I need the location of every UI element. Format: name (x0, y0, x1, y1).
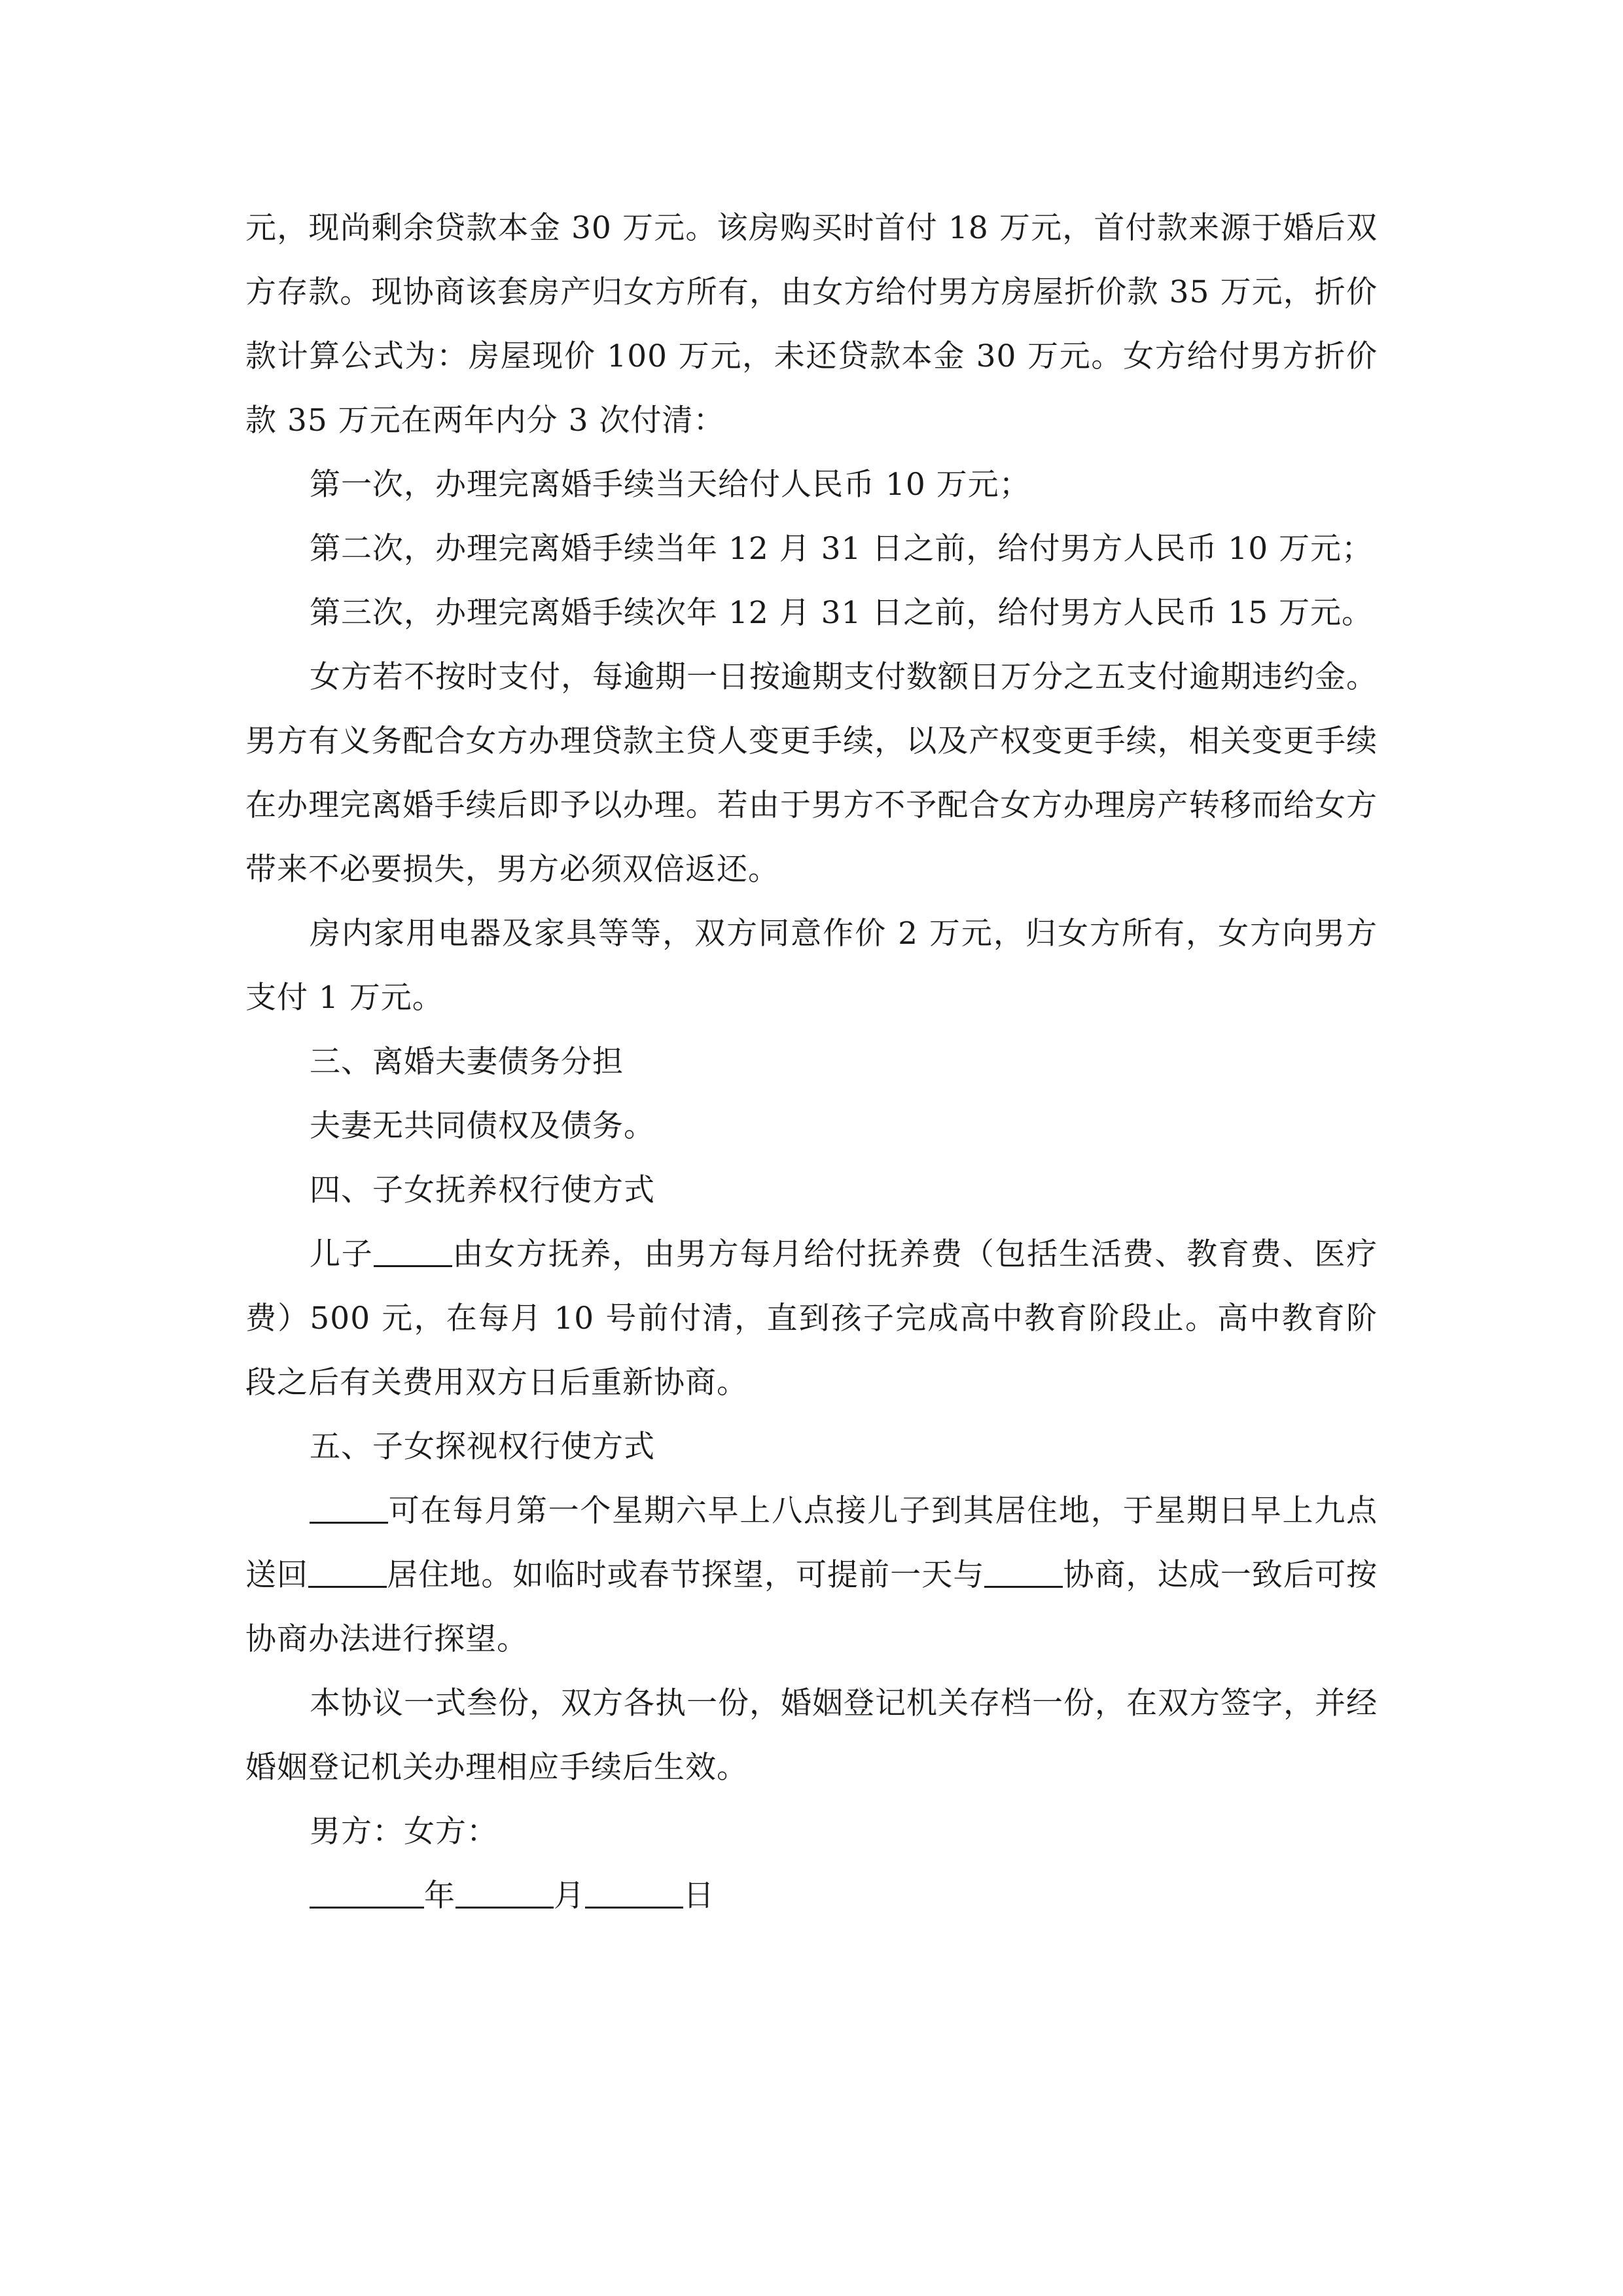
year-blank (310, 1880, 424, 1909)
signature-line: 男方：女方： (310, 1814, 498, 1850)
paragraph-visitation (245, 1479, 1378, 1672)
visitor-name-blank (310, 1496, 388, 1524)
date-month-label: 月 (554, 1878, 585, 1914)
paragraph-house-settlement: 元，现尚剩余贷款本金 30 万元。该房购买时首付 18 万元，首付款来源于婚后双方存款。现协商该套房产归女方所有，由女方给付男方房屋折价款 35 万元，折价款计算公式为：房屋现价 100 万元，未还贷款本金 30 万元。女方给付男方折价款 35 万元在两年内分 3 次付清： (245, 210, 1378, 439)
paragraph-first-payment: 第一次，办理完离婚手续当天给付人民币 10 万元； (310, 467, 1031, 503)
paragraph-appliances: 房内家用电器及家具等等，双方同意作价 2 万元，归女方所有，女方向男方支付 1 万元。 (245, 916, 1378, 1016)
paragraph-second-payment: 第二次，办理完离婚手续当年 12 月 31 日之前，给付男方人民币 10 万元； (310, 531, 1374, 567)
day-blank (585, 1880, 683, 1909)
month-blank (455, 1880, 554, 1909)
visitation-text-3: 协商，达成一致后可按协商办法进行探望。 (245, 1557, 1378, 1657)
section-heading-debts: 三、离婚夫妻债务分担 (310, 1044, 624, 1080)
paragraph-debts: 夫妻无共同债权及债务。 (310, 1108, 655, 1144)
visitation-text-1: 可在每月第一个星期六早上八点接儿子到其居住地，于星期日早上九点送回 (245, 1493, 1378, 1593)
visitation-text-2: 居住地。如临时或春节探望，可提前一天与 (387, 1557, 985, 1593)
section-heading-custody: 四、子女抚养权行使方式 (310, 1172, 655, 1208)
section-heading-visitation: 五、子女探视权行使方式 (310, 1429, 655, 1465)
custody-text-start: 儿子 (310, 1236, 374, 1272)
document-body (245, 196, 1378, 1928)
date-line (245, 1864, 1378, 1928)
paragraph-third-payment: 第三次，办理完离婚手续次年 12 月 31 日之前，给付男方人民币 15 万元。 (310, 595, 1374, 631)
paragraph-custody (245, 1223, 1378, 1415)
son-name-blank (374, 1239, 452, 1267)
date-year-label: 年 (424, 1878, 455, 1914)
negotiate-party-blank (984, 1560, 1063, 1588)
custody-text-rest: 由女方抚养，由男方每月给付抚养费（包括生活费、教育费、医疗费）500 元，在每月 10 号前付清，直到孩子完成高中教育阶段止。高中教育阶段之后有关费用双方日后重新协商。 (245, 1236, 1378, 1401)
paragraph-late-penalty: 女方若不按时支付，每逾期一日按逾期支付数额日万分之五支付逾期违约金。男方有义务配合女方办理贷款主贷人变更手续，以及产权变更手续，相关变更手续在办理完离婚手续后即予以办理。若由于男方不予配合女方办理房产转移而给女方带来不必要损失，男方必须双倍返还。 (245, 659, 1378, 888)
date-day-label: 日 (683, 1878, 715, 1914)
paragraph-effectiveness: 本协议一式叁份，双方各执一份，婚姻登记机关存档一份，在双方签字，并经婚姻登记机关办理相应手续后生效。 (245, 1685, 1378, 1785)
custodian-name-blank (308, 1560, 387, 1588)
